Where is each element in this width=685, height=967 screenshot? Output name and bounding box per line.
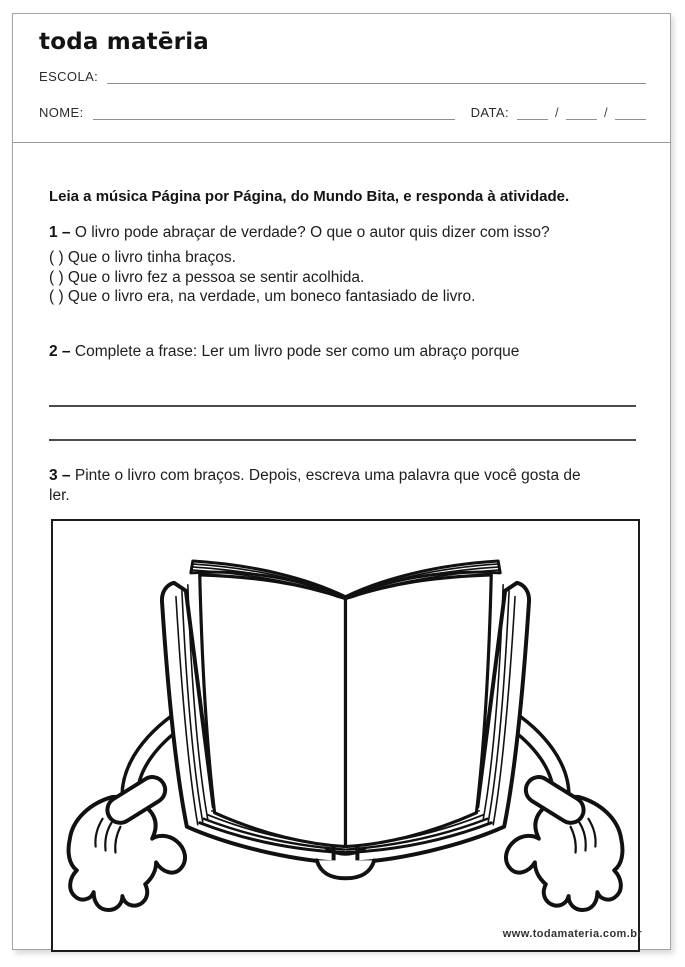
header-section: [13, 14, 670, 143]
brand-logo: toda matēria: [39, 29, 210, 55]
question-1-number: 1 –: [49, 224, 71, 241]
activity-instruction: Leia a música Página por Página, do Mundo Bita, e responda à atividade.: [49, 188, 570, 205]
date-month-line: [566, 105, 597, 120]
footer-url: www.todamateria.com.br: [502, 928, 642, 940]
school-row: [39, 69, 646, 84]
date-year-line: [615, 105, 646, 120]
date-label: DATA:: [470, 105, 509, 120]
date-day-line: [517, 105, 548, 120]
question-1: [49, 224, 636, 242]
worksheet-page: [12, 13, 671, 950]
question-1-options: [49, 248, 636, 307]
date-slash: /: [554, 105, 559, 120]
question-1-option: ( ) Que o livro fez a pessoa se sentir acolhida.: [49, 268, 365, 286]
activity-body: [13, 188, 670, 952]
question-2-text: Complete a frase: Ler um livro pode ser como um abraço porque: [74, 342, 520, 360]
question-3-text: Pinte o livro com braços. Depois, escreva uma palavra que você gosta de ler.: [49, 466, 581, 504]
answer-line-2: [49, 439, 636, 441]
school-fill-line: [107, 69, 646, 84]
answer-line-1: [49, 405, 636, 407]
illustration-frame: [51, 519, 640, 952]
name-label: NOME:: [39, 105, 84, 120]
question-2-number: 2 –: [49, 342, 71, 360]
book-spine-bump: [317, 860, 375, 878]
school-label: ESCOLA:: [39, 69, 99, 84]
question-1-option: ( ) Que o livro era, na verdade, um boneco fantasiado de livro.: [49, 288, 476, 305]
date-slash: /: [603, 105, 608, 120]
book-with-arms-illustration: [53, 521, 638, 950]
question-2: [49, 343, 636, 361]
name-fill-line: [93, 105, 455, 120]
question-1-text: O livro pode abraçar de verdade? O que o autor quis dizer com isso?: [74, 224, 550, 241]
name-row: [39, 105, 646, 120]
question-3-number: 3 –: [49, 466, 71, 484]
question-3: [49, 466, 605, 506]
right-glove-hand: [506, 772, 622, 910]
question-1-option: ( ) Que o livro tinha braços.: [49, 249, 236, 266]
